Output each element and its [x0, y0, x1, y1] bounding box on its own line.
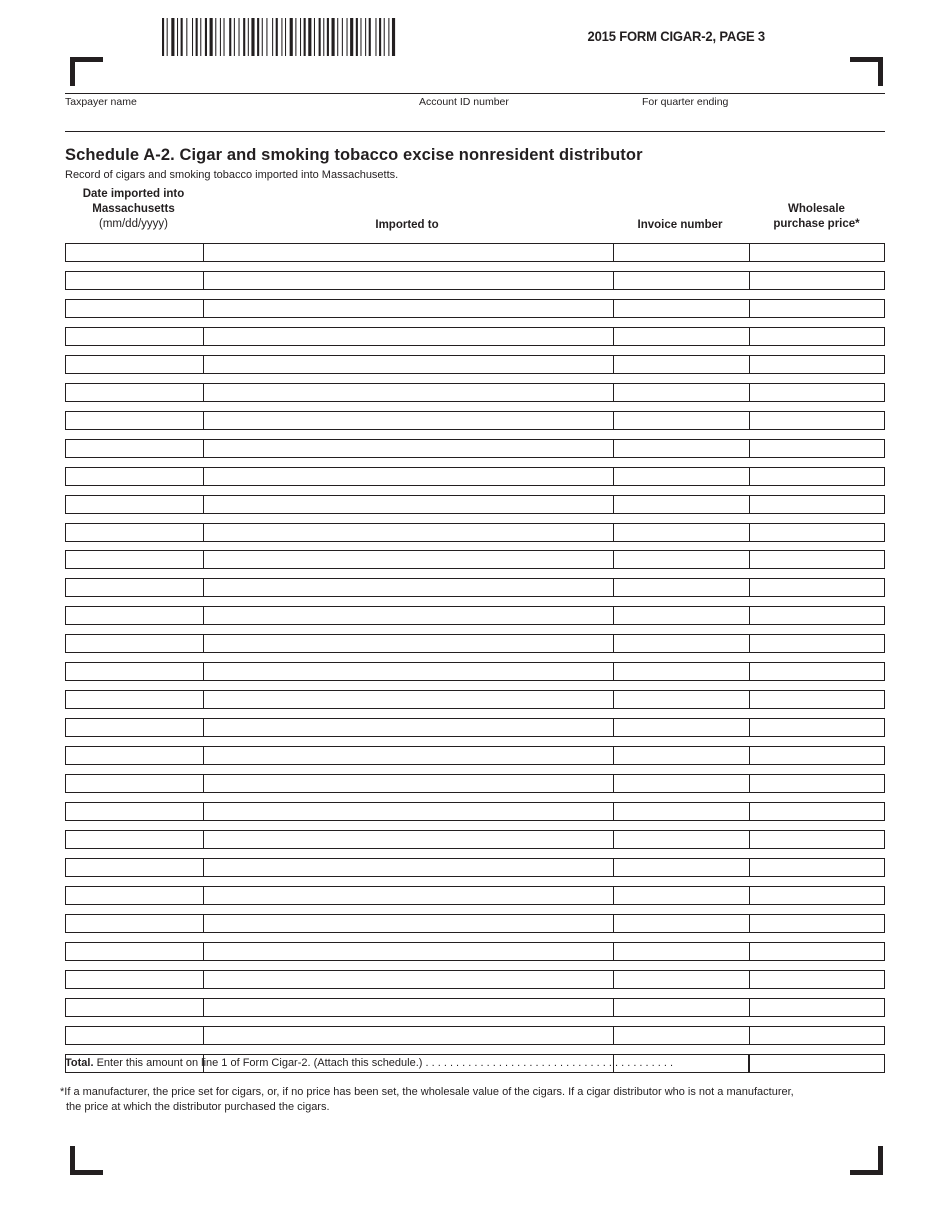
price-cell[interactable] — [749, 887, 887, 904]
imported-to-cell[interactable] — [203, 635, 614, 652]
price-cell[interactable] — [749, 272, 887, 289]
price-cell[interactable] — [749, 943, 887, 960]
invoice-cell[interactable] — [613, 971, 750, 988]
col-header-price — [748, 202, 885, 232]
barcode-bar — [285, 18, 286, 56]
date-cell[interactable] — [66, 579, 203, 596]
table-row — [65, 578, 885, 597]
barcode-bar — [262, 18, 263, 56]
quarter-ending-label: For quarter ending — [642, 96, 729, 108]
date-cell[interactable] — [66, 999, 203, 1016]
barcode-bar — [392, 18, 395, 56]
imported-to-cell[interactable] — [203, 524, 614, 541]
date-cell[interactable] — [66, 915, 203, 932]
imported-to-cell[interactable] — [203, 999, 614, 1016]
top-rule — [65, 93, 885, 94]
table-row — [65, 523, 885, 542]
imported-to-cell[interactable] — [203, 440, 614, 457]
account-id-label: Account ID number — [419, 96, 509, 108]
barcode-bar — [205, 18, 207, 56]
invoice-cell[interactable] — [613, 775, 750, 792]
schedule-subtitle: Record of cigars and smoking tobacco imported into Massachusetts. — [65, 169, 399, 181]
invoice-cell[interactable] — [613, 663, 750, 680]
price-cell[interactable] — [749, 607, 887, 624]
price-cell[interactable] — [749, 971, 887, 988]
barcode-bar — [234, 18, 235, 56]
imported-to-cell[interactable] — [203, 691, 614, 708]
price-cell[interactable] — [749, 775, 887, 792]
imported-to-cell[interactable] — [203, 244, 614, 261]
table-row — [65, 886, 885, 905]
imported-to-cell[interactable] — [203, 719, 614, 736]
barcode-bar — [215, 18, 216, 56]
imported-to-cell[interactable] — [203, 607, 614, 624]
col-header-date-line2: Massachusetts — [92, 203, 175, 215]
price-cell[interactable] — [749, 915, 887, 932]
imported-to-cell[interactable] — [203, 747, 614, 764]
invoice-cell[interactable] — [613, 496, 750, 513]
imported-to-cell[interactable] — [203, 943, 614, 960]
invoice-cell[interactable] — [613, 524, 750, 541]
imported-to-cell[interactable] — [203, 859, 614, 876]
invoice-cell[interactable] — [613, 635, 750, 652]
imported-to-cell[interactable] — [203, 803, 614, 820]
table-row — [65, 550, 885, 569]
invoice-cell[interactable] — [613, 943, 750, 960]
price-cell[interactable] — [749, 300, 887, 317]
price-cell[interactable] — [749, 468, 887, 485]
invoice-cell[interactable] — [613, 999, 750, 1016]
barcode-bar — [388, 18, 389, 56]
col-header-imported-to: Imported to — [375, 219, 439, 231]
date-cell[interactable] — [66, 440, 203, 457]
price-cell[interactable] — [749, 440, 887, 457]
price-cell[interactable] — [749, 356, 887, 373]
barcode-bar — [171, 18, 174, 56]
table-row — [65, 355, 885, 374]
barcode-bar — [200, 18, 201, 56]
imported-to-cell[interactable] — [203, 915, 614, 932]
imported-to-cell[interactable] — [203, 775, 614, 792]
barcode-bar — [314, 18, 315, 56]
date-cell[interactable] — [66, 300, 203, 317]
barcode-image — [160, 18, 470, 56]
imported-to-cell[interactable] — [203, 551, 614, 568]
barcode-bar — [186, 18, 187, 56]
invoice-cell[interactable] — [613, 719, 750, 736]
price-footnote — [60, 1085, 890, 1115]
barcode-bar — [167, 18, 168, 56]
price-cell[interactable] — [749, 412, 887, 429]
table-row — [65, 998, 885, 1017]
price-cell[interactable] — [749, 496, 887, 513]
invoice-cell[interactable] — [613, 412, 750, 429]
price-cell[interactable] — [749, 635, 887, 652]
table-row — [65, 383, 885, 402]
invoice-cell[interactable] — [613, 915, 750, 932]
invoice-cell[interactable] — [613, 328, 750, 345]
date-cell[interactable] — [66, 719, 203, 736]
invoice-cell[interactable] — [613, 747, 750, 764]
barcode-bar — [323, 18, 324, 56]
table-row — [65, 299, 885, 318]
barcode-bar — [192, 18, 193, 56]
table-row — [65, 662, 885, 681]
date-cell[interactable] — [66, 775, 203, 792]
barcode-bar — [272, 18, 273, 56]
table-row — [65, 970, 885, 989]
table-row — [65, 271, 885, 290]
invoice-cell[interactable] — [613, 831, 750, 848]
corner-mark-top-left — [70, 57, 103, 86]
taxpayer-name-label: Taxpayer name — [65, 96, 137, 108]
date-cell[interactable] — [66, 747, 203, 764]
table-row — [65, 606, 885, 625]
invoice-cell[interactable] — [613, 1027, 750, 1044]
barcode-bar — [181, 18, 183, 56]
corner-mark-bottom-right — [850, 1146, 883, 1175]
barcode-bar — [281, 18, 282, 56]
invoice-cell[interactable] — [613, 579, 750, 596]
date-cell[interactable] — [66, 551, 203, 568]
date-cell[interactable] — [66, 971, 203, 988]
invoice-cell[interactable] — [613, 803, 750, 820]
total-amount-field[interactable] — [748, 1054, 885, 1073]
price-cell[interactable] — [749, 244, 887, 261]
date-cell[interactable] — [66, 244, 203, 261]
date-cell[interactable] — [66, 496, 203, 513]
date-cell[interactable] — [66, 887, 203, 904]
imported-to-cell[interactable] — [203, 1027, 614, 1044]
imported-to-cell[interactable] — [203, 971, 614, 988]
imported-to-cell[interactable] — [203, 384, 614, 401]
total-label-text: Enter this amount on line 1 of Form Cigar-2. (Attach this schedule.) . . . . . . . . . . . . . . . . . . . . . . . . . . . . . . . . . . . . . . . . . — [93, 1057, 674, 1069]
barcode-bar — [327, 18, 329, 56]
col-header-date — [65, 187, 202, 232]
barcode-bar — [196, 18, 198, 56]
table-row — [65, 327, 885, 346]
price-cell[interactable] — [749, 691, 887, 708]
date-cell[interactable] — [66, 691, 203, 708]
price-cell[interactable] — [749, 384, 887, 401]
imported-to-cell[interactable] — [203, 300, 614, 317]
imported-to-cell[interactable] — [203, 831, 614, 848]
imported-to-cell[interactable] — [203, 356, 614, 373]
total-label-bold: Total. — [65, 1057, 94, 1069]
date-cell[interactable] — [66, 468, 203, 485]
date-cell[interactable] — [66, 412, 203, 429]
price-cell[interactable] — [749, 831, 887, 848]
imported-to-cell[interactable] — [203, 468, 614, 485]
barcode-bar — [300, 18, 301, 56]
table-row — [65, 243, 885, 262]
invoice-cell[interactable] — [613, 244, 750, 261]
barcode-bar — [239, 18, 240, 56]
price-cell[interactable] — [749, 524, 887, 541]
date-cell[interactable] — [66, 1027, 203, 1044]
date-cell[interactable] — [66, 356, 203, 373]
col-header-date-line1: Date imported into — [82, 188, 185, 200]
table-row — [65, 802, 885, 821]
imported-to-cell[interactable] — [203, 579, 614, 596]
col-header-price-line1: Wholesale — [788, 203, 845, 215]
barcode-bar — [224, 18, 225, 56]
price-cell[interactable] — [749, 999, 887, 1016]
barcode-bar — [350, 18, 353, 56]
barcode-bar — [369, 18, 371, 56]
invoice-cell[interactable] — [613, 440, 750, 457]
price-cell[interactable] — [749, 859, 887, 876]
price-cell[interactable] — [749, 551, 887, 568]
barcode-bar — [229, 18, 231, 56]
invoice-cell[interactable] — [613, 468, 750, 485]
date-cell[interactable] — [66, 524, 203, 541]
barcode-bar — [177, 18, 178, 56]
price-cell[interactable] — [749, 1027, 887, 1044]
date-cell[interactable] — [66, 328, 203, 345]
date-cell[interactable] — [66, 272, 203, 289]
invoice-cell[interactable] — [613, 859, 750, 876]
info-line-rule — [65, 131, 885, 132]
date-cell[interactable] — [66, 607, 203, 624]
barcode-bar — [257, 18, 259, 56]
date-cell[interactable] — [66, 635, 203, 652]
footnote-line1: *If a manufacturer, the price set for cigars, or, if no price has been set, the wholesale value of the cigars. If a cigar distributor who is not a manufacturer, — [60, 1086, 794, 1098]
barcode-bar — [360, 18, 361, 56]
barcode-bar — [375, 18, 376, 56]
imported-to-cell[interactable] — [203, 328, 614, 345]
imported-to-cell[interactable] — [203, 663, 614, 680]
schedule-title: Schedule A-2. Cigar and smoking tobacco excise nonresident distributor — [65, 146, 643, 164]
corner-mark-top-right — [850, 57, 883, 86]
invoice-cell[interactable] — [613, 691, 750, 708]
total-label — [65, 1057, 673, 1069]
table-row — [65, 858, 885, 877]
table-row — [65, 942, 885, 961]
price-cell[interactable] — [749, 719, 887, 736]
date-cell[interactable] — [66, 859, 203, 876]
table-row — [65, 467, 885, 486]
barcode-bar — [248, 18, 249, 56]
barcode-bar — [295, 18, 296, 56]
invoice-cell[interactable] — [613, 607, 750, 624]
invoice-cell[interactable] — [613, 300, 750, 317]
invoice-cell[interactable] — [613, 551, 750, 568]
imported-to-cell[interactable] — [203, 496, 614, 513]
price-cell[interactable] — [749, 747, 887, 764]
col-header-price-line2: purchase price* — [773, 218, 860, 230]
table-row — [65, 439, 885, 458]
invoice-cell[interactable] — [613, 356, 750, 373]
barcode-bar — [290, 18, 293, 56]
col-header-invoice: Invoice number — [637, 219, 723, 231]
barcode-bar — [220, 18, 221, 56]
imported-to-cell[interactable] — [203, 887, 614, 904]
barcode-bar — [304, 18, 306, 56]
barcode-bar — [210, 18, 213, 56]
invoice-cell[interactable] — [613, 272, 750, 289]
corner-mark-bottom-left — [70, 1146, 103, 1175]
barcode-bar — [332, 18, 335, 56]
date-cell[interactable] — [66, 384, 203, 401]
barcode-bar — [276, 18, 278, 56]
table-row — [65, 634, 885, 653]
barcode-bar — [379, 18, 381, 56]
date-cell[interactable] — [66, 831, 203, 848]
barcode-bar — [337, 18, 338, 56]
barcode-bar — [251, 18, 254, 56]
imported-to-cell[interactable] — [203, 412, 614, 429]
table-row — [65, 830, 885, 849]
barcode-bar — [384, 18, 385, 56]
price-cell[interactable] — [749, 803, 887, 820]
barcode-bar — [162, 18, 164, 56]
barcode-bar — [243, 18, 245, 56]
table-row — [65, 495, 885, 514]
price-cell[interactable] — [749, 579, 887, 596]
barcode-bar — [266, 18, 267, 56]
date-cell[interactable] — [66, 663, 203, 680]
price-cell[interactable] — [749, 663, 887, 680]
footnote-line2: the price at which the distributor purchased the cigars. — [66, 1101, 330, 1113]
barcode-bar — [319, 18, 321, 56]
price-cell[interactable] — [749, 328, 887, 345]
table-row — [65, 914, 885, 933]
invoice-cell[interactable] — [613, 384, 750, 401]
table-row — [65, 1026, 885, 1045]
col-header-date-format: (mm/dd/yyyy) — [99, 218, 168, 230]
barcode-bar — [342, 18, 343, 56]
imported-to-cell[interactable] — [203, 272, 614, 289]
barcode-bar — [308, 18, 311, 56]
table-row — [65, 411, 885, 430]
table-row — [65, 774, 885, 793]
barcode-bar — [347, 18, 348, 56]
date-cell[interactable] — [66, 943, 203, 960]
barcode-bar — [356, 18, 358, 56]
date-cell[interactable] — [66, 803, 203, 820]
form-page-title: 2015 FORM CIGAR-2, PAGE 3 — [587, 28, 765, 44]
table-row — [65, 690, 885, 709]
barcode-bar — [365, 18, 366, 56]
table-row — [65, 718, 885, 737]
invoice-cell[interactable] — [613, 887, 750, 904]
table-row — [65, 746, 885, 765]
